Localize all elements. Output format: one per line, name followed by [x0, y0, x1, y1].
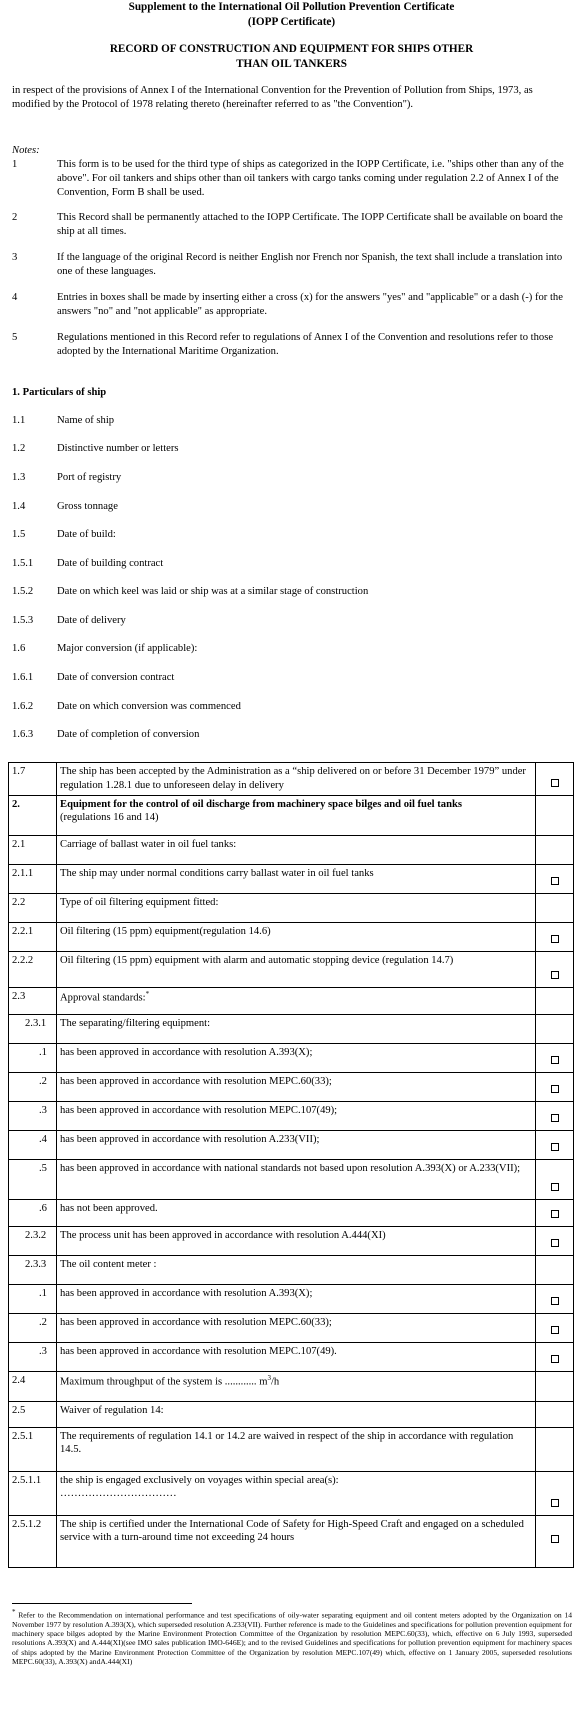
row-text: has been approved in accordance with resolution A.393(X);	[57, 1284, 536, 1313]
row-number: 2.4	[9, 1371, 57, 1401]
table-row	[9, 1427, 574, 1471]
row-number: .1	[9, 1284, 57, 1313]
checkbox[interactable]	[551, 1535, 559, 1543]
checkbox-cell[interactable]	[536, 951, 574, 987]
table-row	[9, 951, 574, 987]
empty-cell	[536, 893, 574, 922]
row-number: 2.5.1.1	[9, 1471, 57, 1515]
checkbox-cell[interactable]	[536, 1072, 574, 1101]
row-text: The ship may under normal conditions carry ballast water in oil fuel tanks	[57, 864, 536, 893]
particular-number: 1.6.1	[12, 672, 34, 683]
particular-number: 1.5.1	[12, 558, 34, 569]
note-text: This Record shall be permanently attached to the IOPP Certificate. The IOPP Certificate shall be available on board the ship at all times.	[57, 212, 563, 237]
row-number: 2.3.2	[9, 1226, 57, 1255]
particular-label: Date on which conversion was commenced	[57, 701, 241, 712]
table-row	[9, 864, 574, 893]
row-text: has been approved in accordance with resolution MEPC.107(49).	[57, 1342, 536, 1371]
checkbox[interactable]	[551, 971, 559, 979]
particular-number: 1.5.3	[12, 615, 34, 626]
footnote-marker: *	[12, 1608, 16, 1616]
checkbox[interactable]	[551, 1056, 559, 1064]
checkbox[interactable]	[551, 1085, 559, 1093]
table-row	[9, 1515, 574, 1567]
row-number: .2	[9, 1313, 57, 1342]
table-row	[9, 1199, 574, 1226]
particular-label: Major conversion (if applicable):	[57, 643, 198, 654]
row-text: has been approved in accordance with resolution MEPC.60(33);	[57, 1072, 536, 1101]
row-text: has been approved in accordance with resolution A.393(X);	[57, 1043, 536, 1072]
table-row	[9, 1014, 574, 1043]
particular-number: 1.4	[12, 501, 26, 512]
particular-number: 1.6	[12, 643, 26, 654]
checkbox[interactable]	[551, 935, 559, 943]
row-text: has been approved in accordance with resolution MEPC.107(49);	[57, 1101, 536, 1130]
special-area-blank[interactable]: ……………………………	[60, 1488, 177, 1500]
checkbox-cell[interactable]	[536, 1342, 574, 1371]
table-row	[9, 1371, 574, 1401]
row-number: 2.	[9, 795, 57, 835]
particular-number: 1.6.3	[12, 729, 34, 740]
footnote	[12, 1608, 572, 1666]
row-text: Approval standards:	[60, 992, 146, 1004]
table-row	[9, 1313, 574, 1342]
row-number: 2.2.2	[9, 951, 57, 987]
row-number: .5	[9, 1159, 57, 1199]
table-row	[9, 795, 574, 835]
row-text: Maximum throughput of the system is ............ m	[60, 1376, 268, 1388]
row-number: 2.3	[9, 987, 57, 1014]
footnote-reference: *	[145, 989, 150, 998]
row-number: .1	[9, 1043, 57, 1072]
row-number: .2	[9, 1072, 57, 1101]
particular-number: 1.6.2	[12, 701, 34, 712]
note-number: 3	[12, 252, 18, 263]
row-text: has been approved in accordance with national standards not based upon resolution A.393(X) or A.233(VII);	[57, 1159, 536, 1199]
checkbox-cell[interactable]	[536, 864, 574, 893]
note-text: Regulations mentioned in this Record refer to regulations of Annex I of the Convention and resolutions refer to those adopted by the International Maritime Organization.	[57, 332, 554, 357]
checkbox-cell[interactable]	[536, 1130, 574, 1159]
row-number: 2.5.1	[9, 1427, 57, 1471]
empty-cell	[536, 1371, 574, 1401]
row-text: The separating/filtering equipment:	[57, 1014, 536, 1043]
checkbox[interactable]	[551, 877, 559, 885]
note-text: If the language of the original Record is neither English nor French nor Spanish, the text shall include a translation into one of these languages.	[57, 252, 563, 277]
note-number: 1	[12, 159, 18, 170]
note-number: 2	[12, 212, 18, 223]
note-text: This form is to be used for the third type of ships as categorized in the IOPP Certificate, i.e. "ships other than any of the above". For oil tankers and ships other than oil tankers with cargo tanks coming under regulation 2.2 of Annex I of the Convention, Form B shall be used.	[57, 159, 564, 198]
particular-label: Date on which keel was laid or ship was at a similar stage of construction	[57, 586, 369, 597]
empty-cell	[536, 1014, 574, 1043]
checkbox[interactable]	[551, 1499, 559, 1507]
header-line1: Supplement to the International Oil Pollution Prevention Certificate	[128, 1, 455, 13]
row-text-cell	[57, 1471, 536, 1515]
row-text: the ship is engaged exclusively on voyages within special area(s):	[60, 1474, 339, 1486]
row-text: Oil filtering (15 ppm) equipment(regulation 14.6)	[57, 922, 536, 951]
table-row	[9, 1130, 574, 1159]
table-row	[9, 1043, 574, 1072]
table-row	[9, 1101, 574, 1130]
row-text-cell	[57, 987, 536, 1014]
checkbox-cell[interactable]	[536, 1043, 574, 1072]
checkbox-cell[interactable]	[536, 922, 574, 951]
checkbox-cell[interactable]	[536, 763, 574, 796]
row-number: .4	[9, 1130, 57, 1159]
note-number: 4	[12, 292, 18, 303]
particular-label: Date of building contract	[57, 558, 164, 569]
empty-cell	[536, 1427, 574, 1471]
checkbox[interactable]	[551, 1183, 559, 1191]
checkbox[interactable]	[551, 1114, 559, 1122]
checkbox[interactable]	[551, 1210, 559, 1218]
particular-label: Date of delivery	[57, 615, 126, 626]
row-number: 1.7	[9, 763, 57, 796]
title-line2: THAN OIL TANKERS	[236, 57, 347, 70]
row-text: Carriage of ballast water in oil fuel tanks:	[57, 835, 536, 864]
row-text: Waiver of regulation 14:	[57, 1401, 536, 1427]
particular-number: 1.2	[12, 443, 26, 454]
row-text: has not been approved.	[57, 1199, 536, 1226]
particular-label: Name of ship	[57, 415, 115, 426]
row-number: 2.5	[9, 1401, 57, 1427]
particular-number: 1.3	[12, 472, 26, 483]
table-row	[9, 1471, 574, 1515]
checkbox-cell[interactable]	[536, 1284, 574, 1313]
table-row	[9, 922, 574, 951]
table-row	[9, 1159, 574, 1199]
particular-number: 1.5.2	[12, 586, 34, 597]
checkbox-cell[interactable]	[536, 1313, 574, 1342]
table-row	[9, 1072, 574, 1101]
row-text: has been approved in accordance with resolution A.233(VII);	[57, 1130, 536, 1159]
particular-label: Date of completion of conversion	[57, 729, 200, 740]
row-number: 2.3.3	[9, 1255, 57, 1284]
row-text: has been approved in accordance with resolution MEPC.60(33);	[57, 1313, 536, 1342]
form-title	[0, 42, 583, 71]
note-number: 5	[12, 332, 18, 343]
checkbox-cell[interactable]	[536, 1199, 574, 1226]
particular-number: 1.1	[12, 415, 26, 426]
equipment-record-table	[8, 762, 574, 1568]
row-text: The process unit has been approved in accordance with resolution A.444(XI)	[57, 1226, 536, 1255]
table-row	[9, 835, 574, 864]
particular-number: 1.5	[12, 529, 26, 540]
checkbox-cell[interactable]	[536, 1515, 574, 1567]
row-number: 2.1.1	[9, 864, 57, 893]
note-text: Entries in boxes shall be made by inserting either a cross (x) for the answers "yes" and "applicable" or a dash (-) for the answers "no" and "not applicable" as appropriate.	[57, 292, 563, 317]
section1-title: 1. Particulars of ship	[12, 387, 107, 398]
table-row	[9, 893, 574, 922]
unit-tail: /h	[270, 1376, 280, 1388]
unit-superscript: 3	[267, 1373, 271, 1382]
row-number: .6	[9, 1199, 57, 1226]
table-row	[9, 987, 574, 1014]
notes-label: Notes:	[12, 145, 40, 156]
section2-heading	[57, 795, 536, 835]
row-number: 2.2.1	[9, 922, 57, 951]
row-number: .3	[9, 1101, 57, 1130]
checkbox-cell[interactable]	[536, 1101, 574, 1130]
row-text: The ship is certified under the International Code of Safety for High-Speed Craft and engaged on a scheduled service with a turn-around time not exceeding 24 hours	[57, 1515, 536, 1567]
section2-subtitle: (regulations 16 and 14)	[60, 812, 159, 824]
row-text-cell	[57, 1371, 536, 1401]
checkbox-cell[interactable]	[536, 1471, 574, 1515]
row-number: 2.2	[9, 893, 57, 922]
empty-cell	[536, 795, 574, 835]
row-number: 2.3.1	[9, 1014, 57, 1043]
row-number: .3	[9, 1342, 57, 1371]
row-text: The ship has been accepted by the Administration as a “ship delivered on or before 31 December 1979” under regulation 1.28.1 due to unforeseen delay in delivery	[57, 763, 536, 796]
row-text: Type of oil filtering equipment fitted:	[57, 893, 536, 922]
checkbox[interactable]	[551, 1143, 559, 1151]
particular-label: Port of registry	[57, 472, 122, 483]
checkbox[interactable]	[551, 1297, 559, 1305]
checkbox[interactable]	[551, 1326, 559, 1334]
particular-label: Date of conversion contract	[57, 672, 175, 683]
checkbox-cell[interactable]	[536, 1159, 574, 1199]
empty-cell	[536, 835, 574, 864]
intro-paragraph: in respect of the provisions of Annex I of the International Convention for the Prevention of Pollution from Ships, 1973, as modified by the Protocol of 1978 relating thereto (hereinafter referred to as "the Convention").	[12, 85, 533, 110]
table-row	[9, 763, 574, 796]
checkbox[interactable]	[551, 1239, 559, 1247]
table-row	[9, 1284, 574, 1313]
empty-cell	[536, 1401, 574, 1427]
form-supplement-header	[0, 0, 583, 29]
table-row	[9, 1255, 574, 1284]
row-number: 2.5.1.2	[9, 1515, 57, 1567]
section2-title: Equipment for the control of oil discharge from machinery space bilges and oil fuel tanks	[60, 798, 462, 810]
checkbox[interactable]	[551, 779, 559, 787]
footnote-divider	[12, 1603, 192, 1604]
particular-label: Distinctive number or letters	[57, 443, 179, 454]
row-number: 2.1	[9, 835, 57, 864]
checkbox-cell[interactable]	[536, 1226, 574, 1255]
row-text: Oil filtering (15 ppm) equipment with alarm and automatic stopping device (regulation 14.7)	[57, 951, 536, 987]
checkbox[interactable]	[551, 1355, 559, 1363]
table-row	[9, 1226, 574, 1255]
footnote-text: Refer to the Recommendation on international performance and test specifications of oily-water separating equipment and oil content meters adopted by the Organization on 14 November 1977 by resolution A.393(X), which superseded resolution A.233(VII). Further reference is made to the Guidelines and specifications for pollution prevention equipment for machinery space bilges adopted by the Marine Environment Protection Committee of the Organization by resolution MEPC.60(33), which, effective on 6 July 1993, superseded resolutions A.393(X) and A.444(XI)(see IMO sales publication IMO-646E); and to the revised Guidelines and specifications for pollution prevention equipment for machinery spaces of ships adopted by the Marine Environment Protection Committee of the Organization by resolution MEPC.107(49) which, effective on 1 January 2005, superseded resolutions MEPC.60(33), A.393(X) andA.444(XI)	[12, 1610, 572, 1666]
particular-label: Date of build:	[57, 529, 116, 540]
empty-cell	[536, 1255, 574, 1284]
row-text: The requirements of regulation 14.1 or 14.2 are waived in respect of the ship in accordance with regulation 14.5.	[57, 1427, 536, 1471]
table-row	[9, 1401, 574, 1427]
title-line1: RECORD OF CONSTRUCTION AND EQUIPMENT FOR SHIPS OTHER	[109, 43, 474, 55]
row-text: The oil content meter :	[57, 1255, 536, 1284]
header-line2: (IOPP Certificate)	[247, 15, 336, 28]
empty-cell	[536, 987, 574, 1014]
particular-label: Gross tonnage	[57, 501, 118, 512]
table-row	[9, 1342, 574, 1371]
